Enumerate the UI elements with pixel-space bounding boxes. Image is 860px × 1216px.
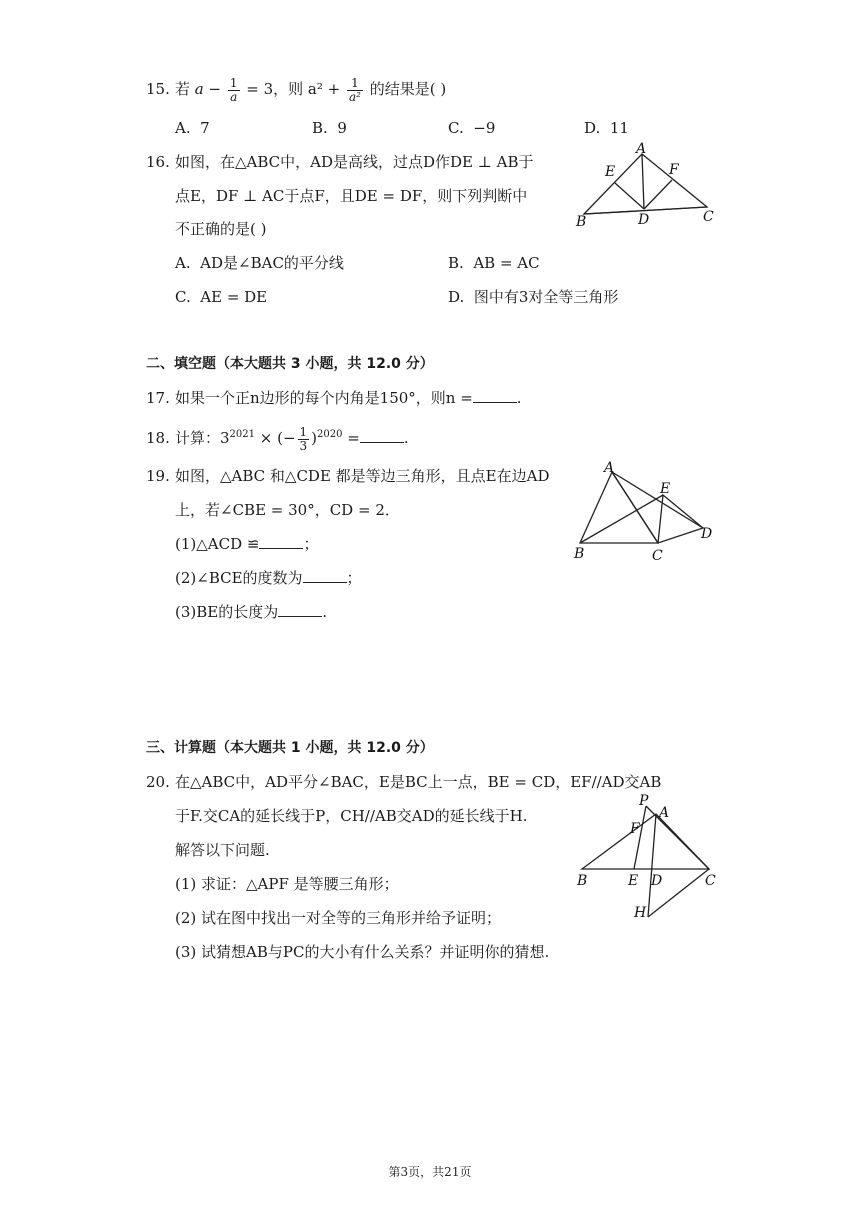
q16-label-b: B [576,214,587,230]
q19-line-1: 如图，△ABC 和△CDE 都是等边三角形，且点E在边AD [175,467,550,485]
q20-label-a: A [659,805,670,821]
page-footer: 第3页，共21页 [388,1165,472,1179]
q15-stem-pre: 若 [175,80,191,98]
q20-sub-3: (3) 试猜想AB与PC的大小有什么关系？并证明你的猜想. [175,943,550,961]
q15-option-c: C. −9 [448,119,496,137]
q19-sub-3: (3)BE的长度为 . [175,603,328,621]
q17-text: 如果一个正n边形的每个内角是150°，则n = . [175,389,522,407]
q20-label-b: B [577,873,588,889]
q19-sub-2: (2)∠BCE的度数为 ； [175,569,362,587]
q20-label-c: C [705,873,716,889]
q15-option-b: B. 9 [312,119,347,137]
q16-figure [572,142,722,232]
q20-line-1: 在△ABC中，AD平分∠BAC，E是BC上一点，BE = CD，EF//AD交AB [175,773,662,791]
q15-expr2: = 3，则 a² + [246,80,341,98]
q19-label-a: A [604,460,615,476]
q19-number: 19. [146,467,170,485]
q15-stem [175,71,446,107]
q19-sub-1: (1)△ACD ≌ ； [175,535,319,553]
q16-label-e: E [605,164,616,180]
section-3-title: 三、计算题（本大题共 1 小题，共 12.0 分） [146,740,434,756]
q19-label-d: D [701,526,713,542]
q15-expr1: a − [194,80,222,98]
q16-option-d: D. 图中有3对全等三角形 [448,288,619,306]
q20-label-h: H [634,905,647,921]
q16-option-c: C. AE = DE [175,288,268,306]
q18-fraction: $\frac{1}{3}$ [299,424,308,453]
q20-line-2: 于F.交CA的延长线于P，CH//AB交AD的延长线于H. [175,807,528,825]
q19-answer-blank-2[interactable] [303,568,347,583]
q20-figure [572,792,722,922]
q17-number: 17. [146,389,170,407]
q15-stem-post: 的结果是( ) [369,80,447,98]
q20-sub-2: (2) 试在图中找出一对全等的三角形并给予证明； [175,909,502,927]
section-2-title: 二、填空题（本大题共 3 小题，共 12.0 分） [146,356,434,372]
q16-option-b: B. AB = AC [448,254,540,272]
q16-label-c: C [703,209,714,225]
q19-label-c: C [652,548,663,564]
q16-line-1: 如图，在△ABC中，AD是高线，过点D作DE ⊥ AB于 [175,153,534,171]
q18-answer-blank[interactable] [360,428,404,443]
q16-number: 16. [146,153,170,171]
q15-fraction-1: $\frac{1}{a}$ [229,75,238,104]
q15-fraction-2: $\frac{1}{\text{a²}}$ [349,75,361,104]
q15-option-d: D. 11 [584,119,629,137]
q19-answer-blank-3[interactable] [278,602,322,617]
q16-line-3: 不正确的是( ) [175,220,267,238]
q18-text: 计算：$3^{2021}$ × (− $\frac{1}{3}$ )$^{2020}$ = . [175,424,409,453]
q15-number: 15. [146,80,170,98]
q19-label-b: B [574,546,585,562]
q19-answer-blank-1[interactable] [259,534,303,549]
q18-number: 18. [146,429,170,447]
q20-sub-1: (1) 求证：△APF 是等腰三角形； [175,875,399,893]
q16-label-f: F [669,162,679,178]
q16-line-2: 点E，DF ⊥ AC于点F，且DE = DF，则下列判断中 [175,187,528,205]
q20-label-e: E [628,873,639,889]
q15-option-a: A. 7 [175,119,210,137]
q16-option-a: A. AD是∠BAC的平分线 [175,254,344,272]
q19-label-e: E [660,481,671,497]
q19-line-2: 上，若∠CBE = 30°，CD = 2． [175,501,400,519]
q20-label-f: F [630,821,640,837]
q20-line-3: 解答以下问题. [175,841,270,859]
q20-label-d: D [651,873,663,889]
q17-answer-blank[interactable] [473,388,517,403]
q16-label-d: D [638,212,650,228]
q20-label-p: P [639,793,649,809]
q16-label-a: A [636,142,647,157]
q20-number: 20. [146,773,170,791]
q19-figure [570,458,720,568]
